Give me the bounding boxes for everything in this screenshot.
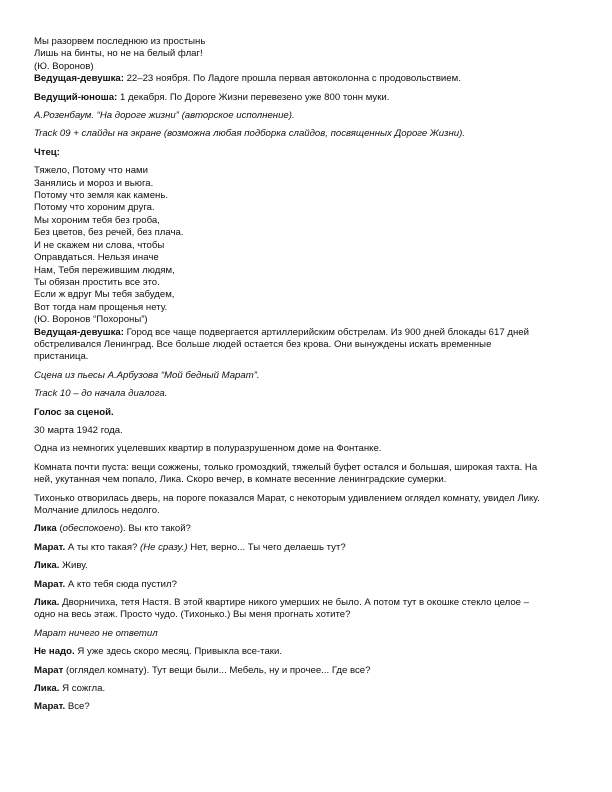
speaker-label: Марат — [34, 664, 64, 676]
scene-note: Сцена из пьесы А.Арбузова “Мой бедный Марат”. — [34, 369, 260, 381]
dialogue-text: Я уже здесь скоро месяц. Привыкла все-таки. — [74, 646, 283, 658]
remark-text: 22–23 ноября. По Ладоге прошла первая автоколонна с продовольствием. — [123, 73, 461, 85]
dialogue-text: Нет, верно... Ты чего делаешь тут? — [187, 541, 346, 553]
dialogue-line-10 — [34, 701, 582, 713]
dialogue-text: Все? — [65, 701, 90, 713]
poem-line: Тяжело, Потому что нами — [34, 165, 149, 177]
description-line: ней, укутанная чем попало, Лика. Скоро вечер, в комнате весенние ленинградские сумерки. — [34, 474, 447, 486]
document-page — [34, 36, 582, 714]
speaker-label: Марат. — [34, 541, 66, 553]
poem-attribution: (Ю. Воронов “Похороны”) — [34, 314, 148, 326]
remark-text: обстреливался Ленинград. Все больше людей остается без крова. Они вынуждены искать временные — [34, 338, 492, 350]
track-note-09: Track 09 + слайды на экране (возможна любая подборка слайдов, посвященных Дороге Жизни). — [34, 128, 465, 140]
remark-text: 1 декабря. По Дороге Жизни перевезено уже 800 тонн муки. — [117, 91, 390, 103]
description-line: Молчание длилось недолго. — [34, 505, 160, 516]
song-note: А.Розенбаум. “На дороге жизни” (авторское исполнение). — [34, 110, 295, 122]
dialogue-text: ). Вы кто такой? — [119, 523, 191, 535]
host-girl-remark-2 — [34, 327, 582, 364]
dialogue-line-2 — [34, 542, 582, 554]
dialogue-text: одно на весь этаж. Просто чудо. (Тихонько.) Вы меня прогнать хотите? — [34, 609, 351, 621]
speaker-label: Лика. — [34, 683, 60, 695]
dialogue-line-1 — [34, 523, 582, 535]
description-line: Тихонько отворилась дверь, на пороге показался Марат, с некоторым удивлением оглядел комнату, увидел Лику. — [34, 492, 540, 504]
dialogue-text: А кто тебя сюда пустил? — [65, 578, 177, 590]
poem-line: Нам, Тебя пережившим людям, — [34, 264, 175, 276]
poem-line: Лишь на бинты, но не на белый флаг! — [34, 48, 203, 60]
speaker-label: Лика — [34, 523, 57, 535]
dialogue-text: (оглядел комнату). Тут вещи были... Мебель, ну и прочее... Где все? — [63, 664, 371, 676]
remark-text: пристаница. — [34, 351, 89, 363]
poem-line: Ты обязан простить все это. — [34, 276, 160, 288]
paren-open: ( — [56, 523, 63, 535]
dialogue-text: Живу. — [59, 560, 88, 572]
dialogue-line-8 — [34, 665, 582, 677]
speaker-label: Марат. — [34, 701, 66, 713]
dialogue-line-5 — [34, 597, 582, 622]
host-boy-remark-1 — [34, 92, 582, 104]
poem-line: Потому что земля как камень. — [34, 190, 169, 202]
poem-line: Вот тогда нам прощенья нету. — [34, 301, 168, 313]
speaker-label: Ведущая-девушка: — [34, 326, 124, 338]
dialogue-text: Я сожгла. — [59, 683, 106, 695]
dialogue-text: Дворничиха, тетя Настя. В этой квартире никого умерших не было. А потом тут в окошке стекло целое – — [59, 597, 530, 609]
poem-line: Занялись и мороз и вьюга. — [34, 177, 154, 189]
remark-text: Город все чаще подвергается артиллерийским обстрелам. Из 900 дней блокады 617 дней — [123, 326, 529, 338]
room-description — [34, 462, 582, 487]
reader-label: Чтец: — [34, 146, 60, 158]
poem-line: И не скажем ни слова, чтобы — [34, 239, 165, 251]
apartment-description: Одна из немногих уцелевших квартир в полуразрушенном доме на Фонтанке. — [34, 443, 382, 455]
speaker-label: Ведущая-девушка: — [34, 73, 124, 85]
track-note-10: Track 10 – до начала диалога. — [34, 388, 168, 400]
dialogue-line-4 — [34, 579, 582, 591]
poem-attribution: (Ю. Воронов) — [34, 60, 94, 72]
poem-stanza-2 — [34, 165, 582, 326]
poem-line: Без цветов, без речей, без плача. — [34, 227, 184, 239]
scene-date: 30 марта 1942 года. — [34, 424, 123, 436]
poem-line: Мы разорвем последнюю из простынь — [34, 36, 206, 47]
poem-line: Потому что хороним друга. — [34, 202, 155, 214]
speaker-label: Марат. — [34, 578, 66, 590]
dialogue-line-3 — [34, 560, 582, 572]
speaker-label: Лика. — [34, 560, 60, 572]
poem-stanza-1 — [34, 36, 582, 73]
poem-line: Если ж вдруг Мы тебя забудем, — [34, 289, 175, 301]
door-description — [34, 493, 582, 518]
stage-direction: обеспокоено — [62, 523, 120, 535]
stage-direction-silence: Марат ничего не ответил — [34, 627, 158, 639]
dialogue-line-9 — [34, 683, 582, 695]
description-line: Комната почти пуста: вещи сожжены, только громоздкий, тяжелый буфет остался и большая, широкая тахта. На — [34, 461, 538, 473]
host-girl-remark-1 — [34, 73, 582, 85]
offstage-voice-label: Голос за сценой. — [34, 406, 114, 418]
stage-direction: (Не сразу.) — [140, 541, 188, 553]
speaker-label: Не надо. — [34, 646, 75, 658]
poem-line: Мы хороним тебя без гроба, — [34, 214, 160, 226]
dialogue-line-7 — [34, 646, 582, 658]
speaker-label: Лика. — [34, 597, 60, 609]
dialogue-text: А ты кто такая? — [65, 541, 141, 553]
poem-line: Оправдаться. Нельзя иначе — [34, 252, 159, 264]
speaker-label: Ведущий-юноша: — [34, 91, 118, 103]
